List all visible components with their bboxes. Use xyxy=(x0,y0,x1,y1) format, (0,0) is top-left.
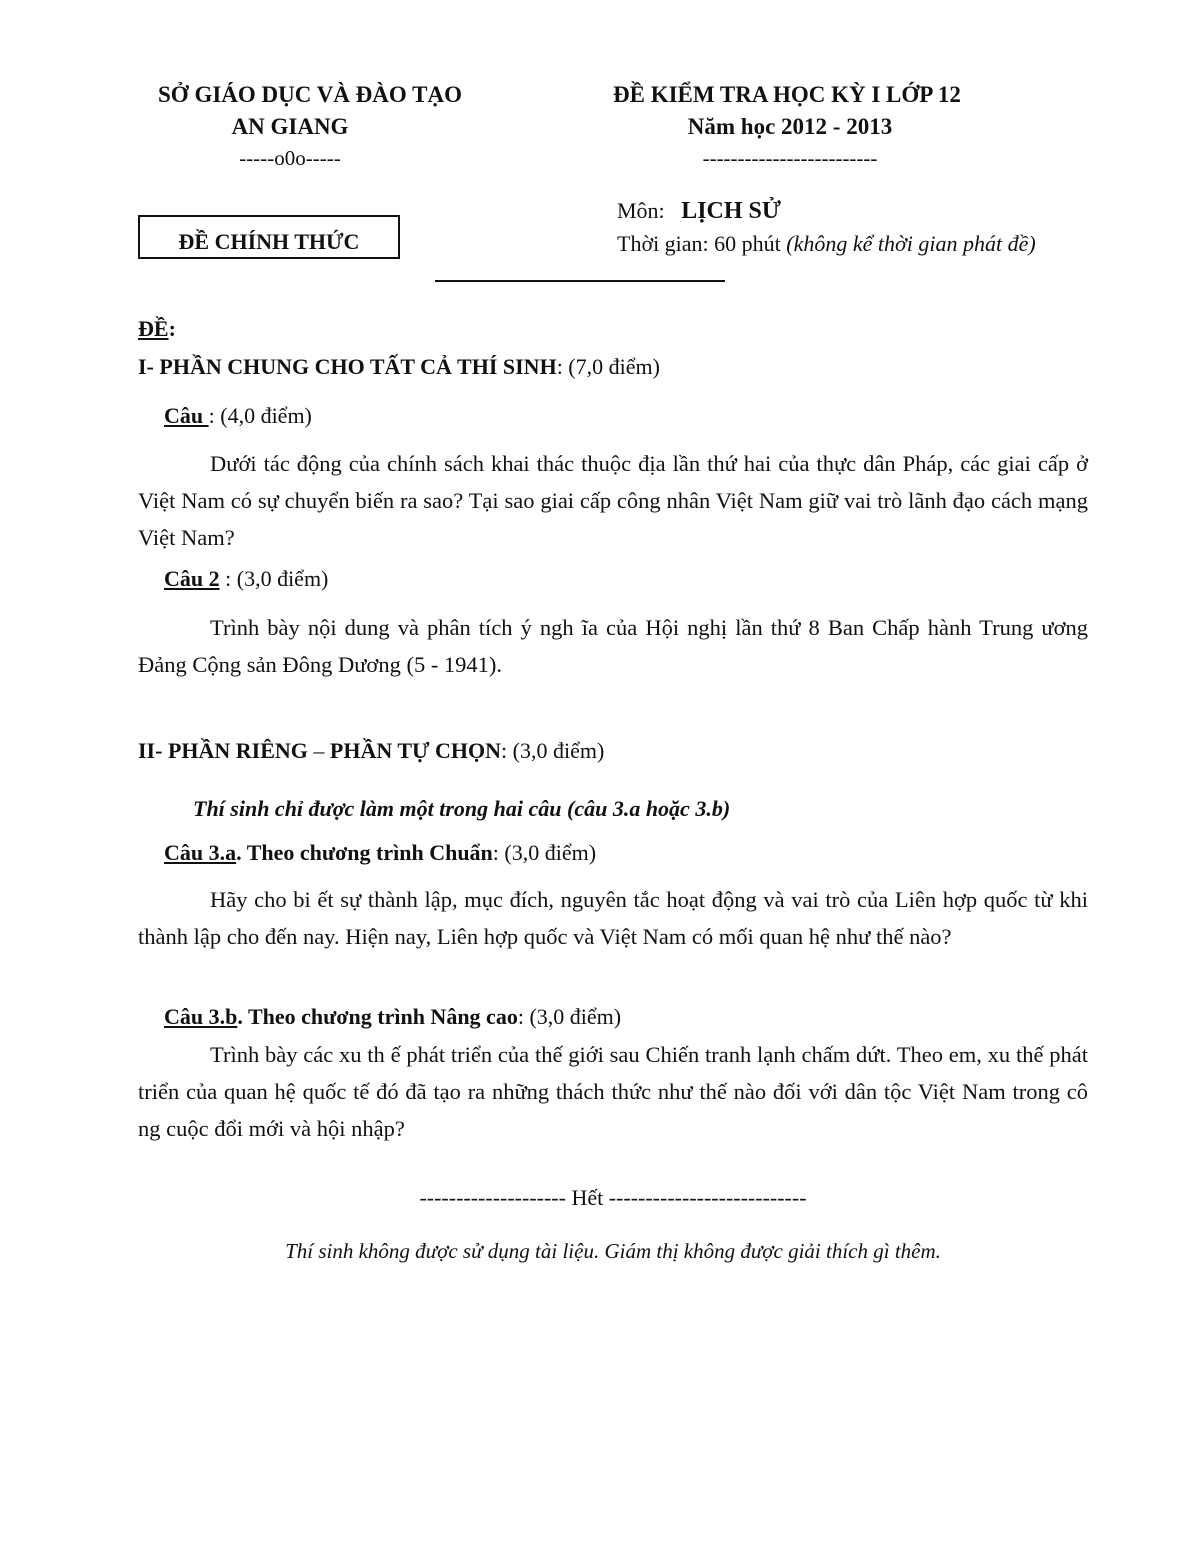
part2-instruction: Thí sinh chỉ được làm một trong hai câu (câu 3.a hoặc 3.b) xyxy=(193,796,731,821)
q1-label: Câu xyxy=(164,403,209,428)
official-label: ĐỀ CHÍNH THỨC xyxy=(178,229,360,254)
time-label: Thời gian: 60 phút xyxy=(617,231,781,256)
part2-title-a: II- PHẦN RIÊNG xyxy=(138,738,308,763)
footer-note: Thí sinh không được sử dụng tài liệu. Giám thị không được giải thích gì thêm. xyxy=(285,1239,941,1263)
q1-heading xyxy=(164,403,312,429)
end-line: -------------------- Hết --------------------------- xyxy=(419,1185,807,1210)
de-heading-line: ĐỀ: xyxy=(138,316,176,341)
part2-dash: – xyxy=(307,738,330,763)
part1-heading xyxy=(138,354,660,380)
de-heading: ĐỀ xyxy=(138,316,169,341)
department-name: SỞ GIÁO DỤC VÀ ĐÀO TẠO xyxy=(158,82,462,107)
part1-points: : (7,0 điểm) xyxy=(556,354,660,379)
school-year: Năm học 2012 - 2013 xyxy=(687,114,893,139)
q3b-points: : (3,0 điểm) xyxy=(517,1004,622,1029)
part2-title-b: PHẦN TỰ CHỌN xyxy=(329,738,502,763)
q3b-text: Trình bày các xu th ế phát triển của thế giới sau Chiến tranh lạnh chấm dứt. Theo em, xu thế phát triển của quan hệ quốc tế đó đã tạo ra những thách thức như thế nào đối với dân tộc Việt Nam trong cô ng cuộc đổi mới và hội nhập? xyxy=(138,1042,1088,1141)
header-ornament: -----o0o----- xyxy=(239,146,341,170)
subject-value: LỊCH SỬ xyxy=(681,198,781,224)
q3a-points: : (3,0 điểm) xyxy=(492,840,597,865)
q3a-heading xyxy=(164,840,596,866)
time-line xyxy=(617,231,1036,257)
part1-title: I- PHẦN CHUNG CHO TẤT CẢ THÍ SINH xyxy=(138,354,557,379)
q3b-heading xyxy=(164,1004,621,1030)
q1-points: : (4,0 điểm) xyxy=(208,403,312,428)
q2-text: Trình bày nội dung và phân tích ý ngh ĩa của Hội nghị lần thứ 8 Ban Chấp hành Trung ương Đảng Cộng sản Đông Dương (5 - 1941). xyxy=(138,615,1088,677)
q3b-label: Câu 3.b xyxy=(164,1004,238,1029)
part2-heading xyxy=(138,738,604,764)
q1-text: Dưới tác động của chính sách khai thác thuộc địa lần thứ hai của thực dân Pháp, các giai cấp ở Việt Nam có sự chuyển biến ra sao? Tại sao giai cấp công nhân Việt Nam giữ vai trò lãnh đạo cách mạng Việt Nam? xyxy=(138,451,1088,550)
header-dashes: ------------------------- xyxy=(702,146,878,170)
official-exam-box xyxy=(138,215,400,259)
q2-label: Câu 2 xyxy=(164,566,220,591)
q3a-text: Hãy cho bi ết sự thành lập, mục đích, nguyên tắc hoạt động và vai trò của Liên hợp quốc từ khi thành lập cho đến nay. Hiện nay, Liên hợp quốc và Việt Nam có mối quan hệ như thế nào? xyxy=(138,887,1088,949)
time-note: (không kể thời gian phát đề) xyxy=(786,231,1036,256)
header-separator xyxy=(435,280,725,282)
q2-heading xyxy=(164,566,328,592)
part2-points: : (3,0 điểm) xyxy=(501,738,605,763)
q3a-label: Câu 3.a xyxy=(164,840,237,865)
q3a-program: . Theo chương trình Chuẩn xyxy=(236,840,493,865)
q3b-program: . Theo chương trình Nâng cao xyxy=(237,1004,518,1029)
subject-label: Môn: xyxy=(617,198,665,223)
q2-points: : (3,0 điểm) xyxy=(219,566,329,591)
subject-line xyxy=(617,198,781,225)
province-name: AN GIANG xyxy=(231,114,349,139)
exam-title: ĐỀ KIỂM TRA HỌC KỲ I LỚP 12 xyxy=(613,82,961,107)
